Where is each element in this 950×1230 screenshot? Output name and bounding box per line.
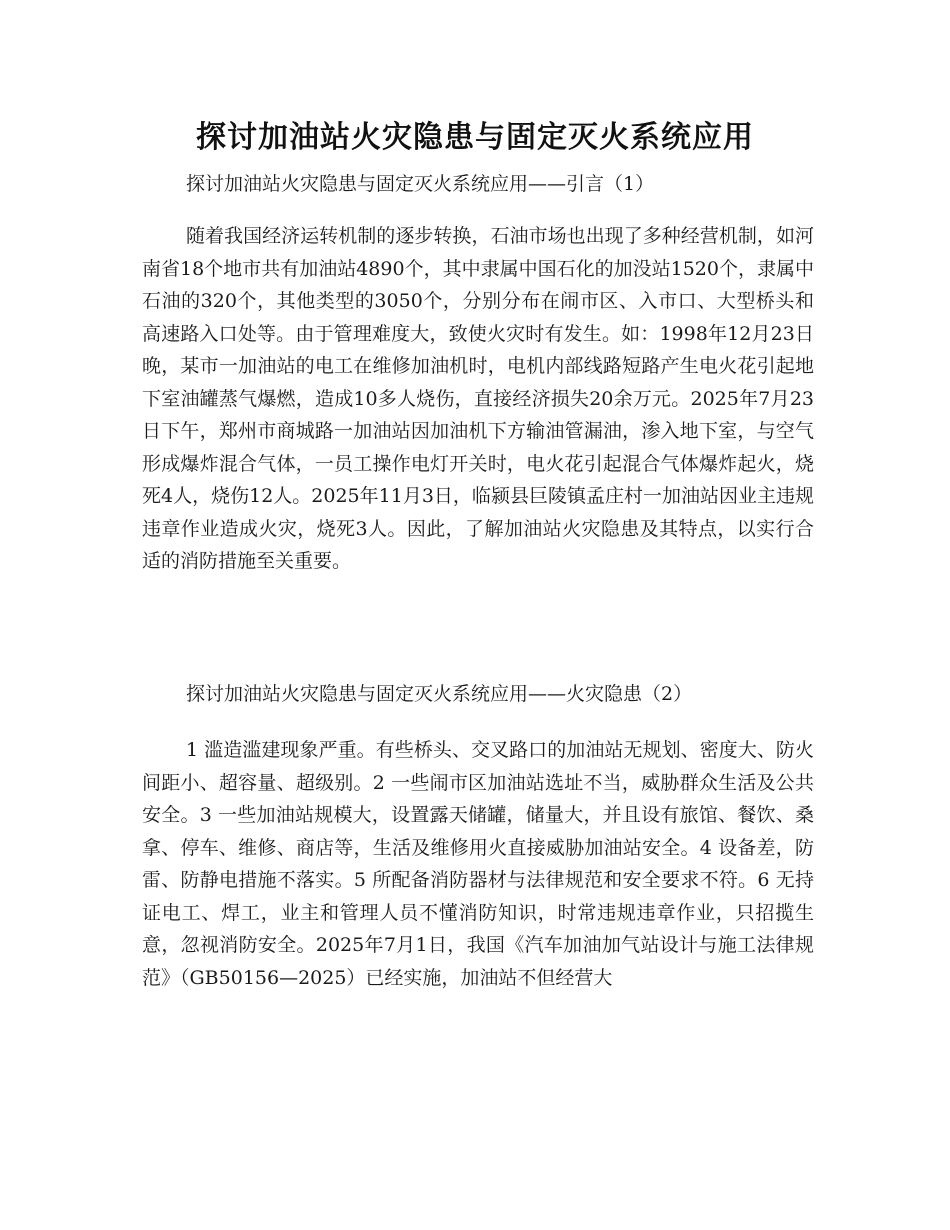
section-heading-introduction: 探讨加油站火灾隐患与固定灭火系统应用——引言（1） [186,173,655,195]
paragraph-fire-hazards: 1 滥造滥建现象严重。有些桥头、交叉路口的加油站无规划、密度大、防火间距小、超容量、超级别。2 一些闹市区加油站选址不当，威胁群众生活及公共安全。3 一些加油站规模大，设置露天储罐，储量大，并且设有旅馆、餐饮、桑拿、停车、维修、商店等，生活及维修用火直接威胁加油站安全。4 设备差，防雷、防静电措施不落实。5 所配备消防器材与法律规范和安全要求不符。6 无持证电工、焊工，业主和管理人员不懂消防知识，时常违规违章作业，只招揽生意，忽视消防安全。2025年7月1日，我国《汽车加油加气站设计与施工法律规范》（GB50156—2025）已经实施，加油站不但经营大 [142,739,814,989]
paragraph-introduction: 随着我国经济运转机制的逐步转换，石油市场也出现了多种经营机制，如河南省18个地市共有加油站4890个，其中隶属中国石化的加没站1520个，隶属中石油的320个，其他类型的3050个，分别分布在闹市区、入市口、大型桥头和高速路入口处等。由于管理难度大，致使火灾时有发生。如：1998年12月23日晚，某市一加油站的电工在维修加油机时，电机内部线路短路产生电火花引起地下室油罐蒸气爆燃，造成10多人烧伤，直接经济损失20余万元。2025年7月23日下午，郑州市商城路一加油站因加油机下方输油管漏油，渗入地下室，与空气形成爆炸混合气体，一员工操作电灯开关时，电火花引起混合气体爆炸起火，烧死4人，烧伤12人。2025年11月3日，临颍县巨陵镇孟庄村一加油站因业主违规违章作业造成火灾，烧死3人。因此，了解加油站火灾隐患及其特点，以实行合适的消防措施至关重要。 [142,225,814,572]
document-title: 探讨加油站火灾隐患与固定灭火系统应用 [196,120,754,155]
section-heading-fire-hazards: 探讨加油站火灾隐患与固定灭火系统应用——火灾隐患（2） [186,683,693,705]
